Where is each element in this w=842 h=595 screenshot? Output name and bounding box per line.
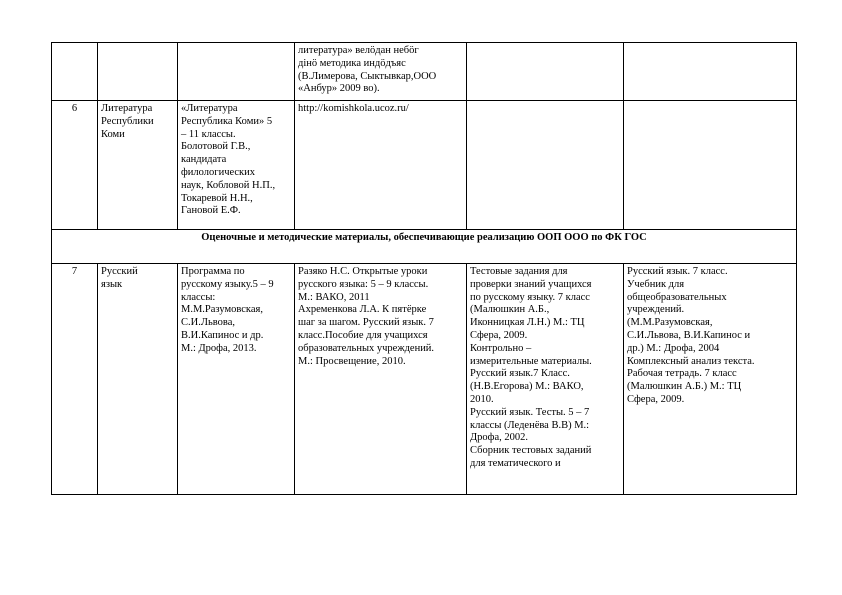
text-line: др.) М.: Дрофа, 2004 [627,342,720,354]
text-line: Коми [101,128,125,140]
text-line: М.М.Разумовская, [181,304,263,316]
program-cell [178,264,295,495]
text-line: (М.М.Разумовская, [627,317,713,329]
table-row-continued [52,43,797,101]
text-line: класс.Пособие для учащихся [298,329,428,341]
text-line: Контрольно – [470,342,532,354]
text-line: русского языка: 5 – 9 классы. [298,278,429,290]
text-line: Программа по [181,266,245,277]
text-line: Гановой Е.Ф. [181,205,241,217]
link-cell [295,101,467,230]
text-line: Разяко Н.С. Открытые уроки [298,266,428,277]
text-line: Тестовые задания для [470,266,568,277]
text-line: Рабочая тетрадь. 7 класс [627,368,737,380]
text-line: по русскому языку. 7 класс [470,291,590,303]
text-line: Дрофа, 2002. [470,432,529,444]
subject-cell [98,264,178,495]
text-line: Ахременкова Л.А. К пятёрке [298,304,427,316]
text-line: М.: ВАКО, 2011 [298,291,370,303]
text-line: Республики [101,115,154,127]
text-line: филологических [181,166,256,178]
table-row-7 [52,264,797,495]
program-cell [178,101,295,230]
cell-empty [467,43,624,101]
row-number: 7 [52,264,98,495]
text-line: Комплексный анализ текста. [627,355,755,367]
text-line: Учебник для [627,278,685,290]
text-line: С.И.Львова, [181,317,235,329]
text-line: Русский язык.7 Класс. [470,368,570,380]
text-line: Русский язык. 7 класс. [627,266,728,277]
text-line: Русский [101,266,138,277]
text-line: общеобразовательных [627,291,727,303]
text-line: Сфера, 2009. [470,329,528,341]
text-line: дінӧ методика индӧдъяс [298,57,406,69]
materials-table [51,42,797,495]
text-line: М.: Просвещение, 2010. [298,355,406,367]
text-line: (Малюшкин А.Б.) М.: ТЦ [627,381,742,393]
cell-subject-empty [98,43,178,101]
cell-empty [624,101,797,230]
cell-empty [467,101,624,230]
text-line: В.И.Капинос и др. [181,329,264,341]
text-line: учреждений. [627,304,685,316]
text-line: Республика Коми» 5 [181,115,273,127]
text-line: Болотовой Г.В., [181,141,251,153]
text-line: классы: [181,291,216,303]
text-line: Токаревой Н.Н., [181,192,253,204]
text-line: шаг за шагом. Русский язык. 7 [298,317,434,329]
text-line: измерительные материалы. [470,355,592,367]
text-line: Литература [101,103,153,114]
subject-cell [98,101,178,230]
section-title: Оценочные и методические материалы, обеспечивающие реализацию ООП ООО по ФК ГОС [52,230,797,264]
cell-continued-text [295,43,467,101]
text-line: русскому языку.5 – 9 [181,278,274,290]
text-line: М.: Дрофа, 2013. [181,342,257,354]
textbooks-cell [624,264,797,495]
text-line: образовательных учреждений. [298,342,435,354]
text-line: классы (Леденёва В.В) М.: [470,419,590,431]
text-line: Русский язык. Тесты. 5 – 7 [470,406,590,418]
cell-empty [624,43,797,101]
section-header-row [52,230,797,264]
text-line: литература» велӧдан небӧг [298,45,419,56]
cell-num-empty [52,43,98,101]
text-line: Сфера, 2009. [627,393,685,405]
text-line: – 11 классы. [181,128,236,140]
text-line: С.И.Львова, В.И.Капинос и [627,329,751,341]
text-line: (Малюшкин А.Б., [470,304,550,316]
text-line: «Анбур» 2009 во). [298,83,380,95]
text-line: для тематического и [470,457,561,469]
text-line: Сборник тестовых заданий [470,445,592,457]
table-row-6 [52,101,797,230]
text-line: 2010. [470,393,494,405]
cell-program-empty [178,43,295,101]
text-line: наук, Кобловой Н.П., [181,179,276,191]
website-link[interactable]: http://komishkola.ucoz.ru/ [298,103,409,114]
row-number: 6 [52,101,98,230]
text-line: (Н.В.Егорова) М.: ВАКО, [470,381,584,393]
text-line: (В.Лимерова, Сыктывкар,ООО [298,70,437,82]
tests-content [470,266,620,492]
text-line: Иконницкая Л.Н.) М.: ТЦ [470,317,585,329]
text-line: проверки знаний учащихся [470,278,592,290]
tests-cell [467,264,624,495]
text-line: язык [101,278,123,290]
text-line: «Литература [181,103,238,114]
text-line: кандидата [181,154,227,166]
aids-cell [295,264,467,495]
